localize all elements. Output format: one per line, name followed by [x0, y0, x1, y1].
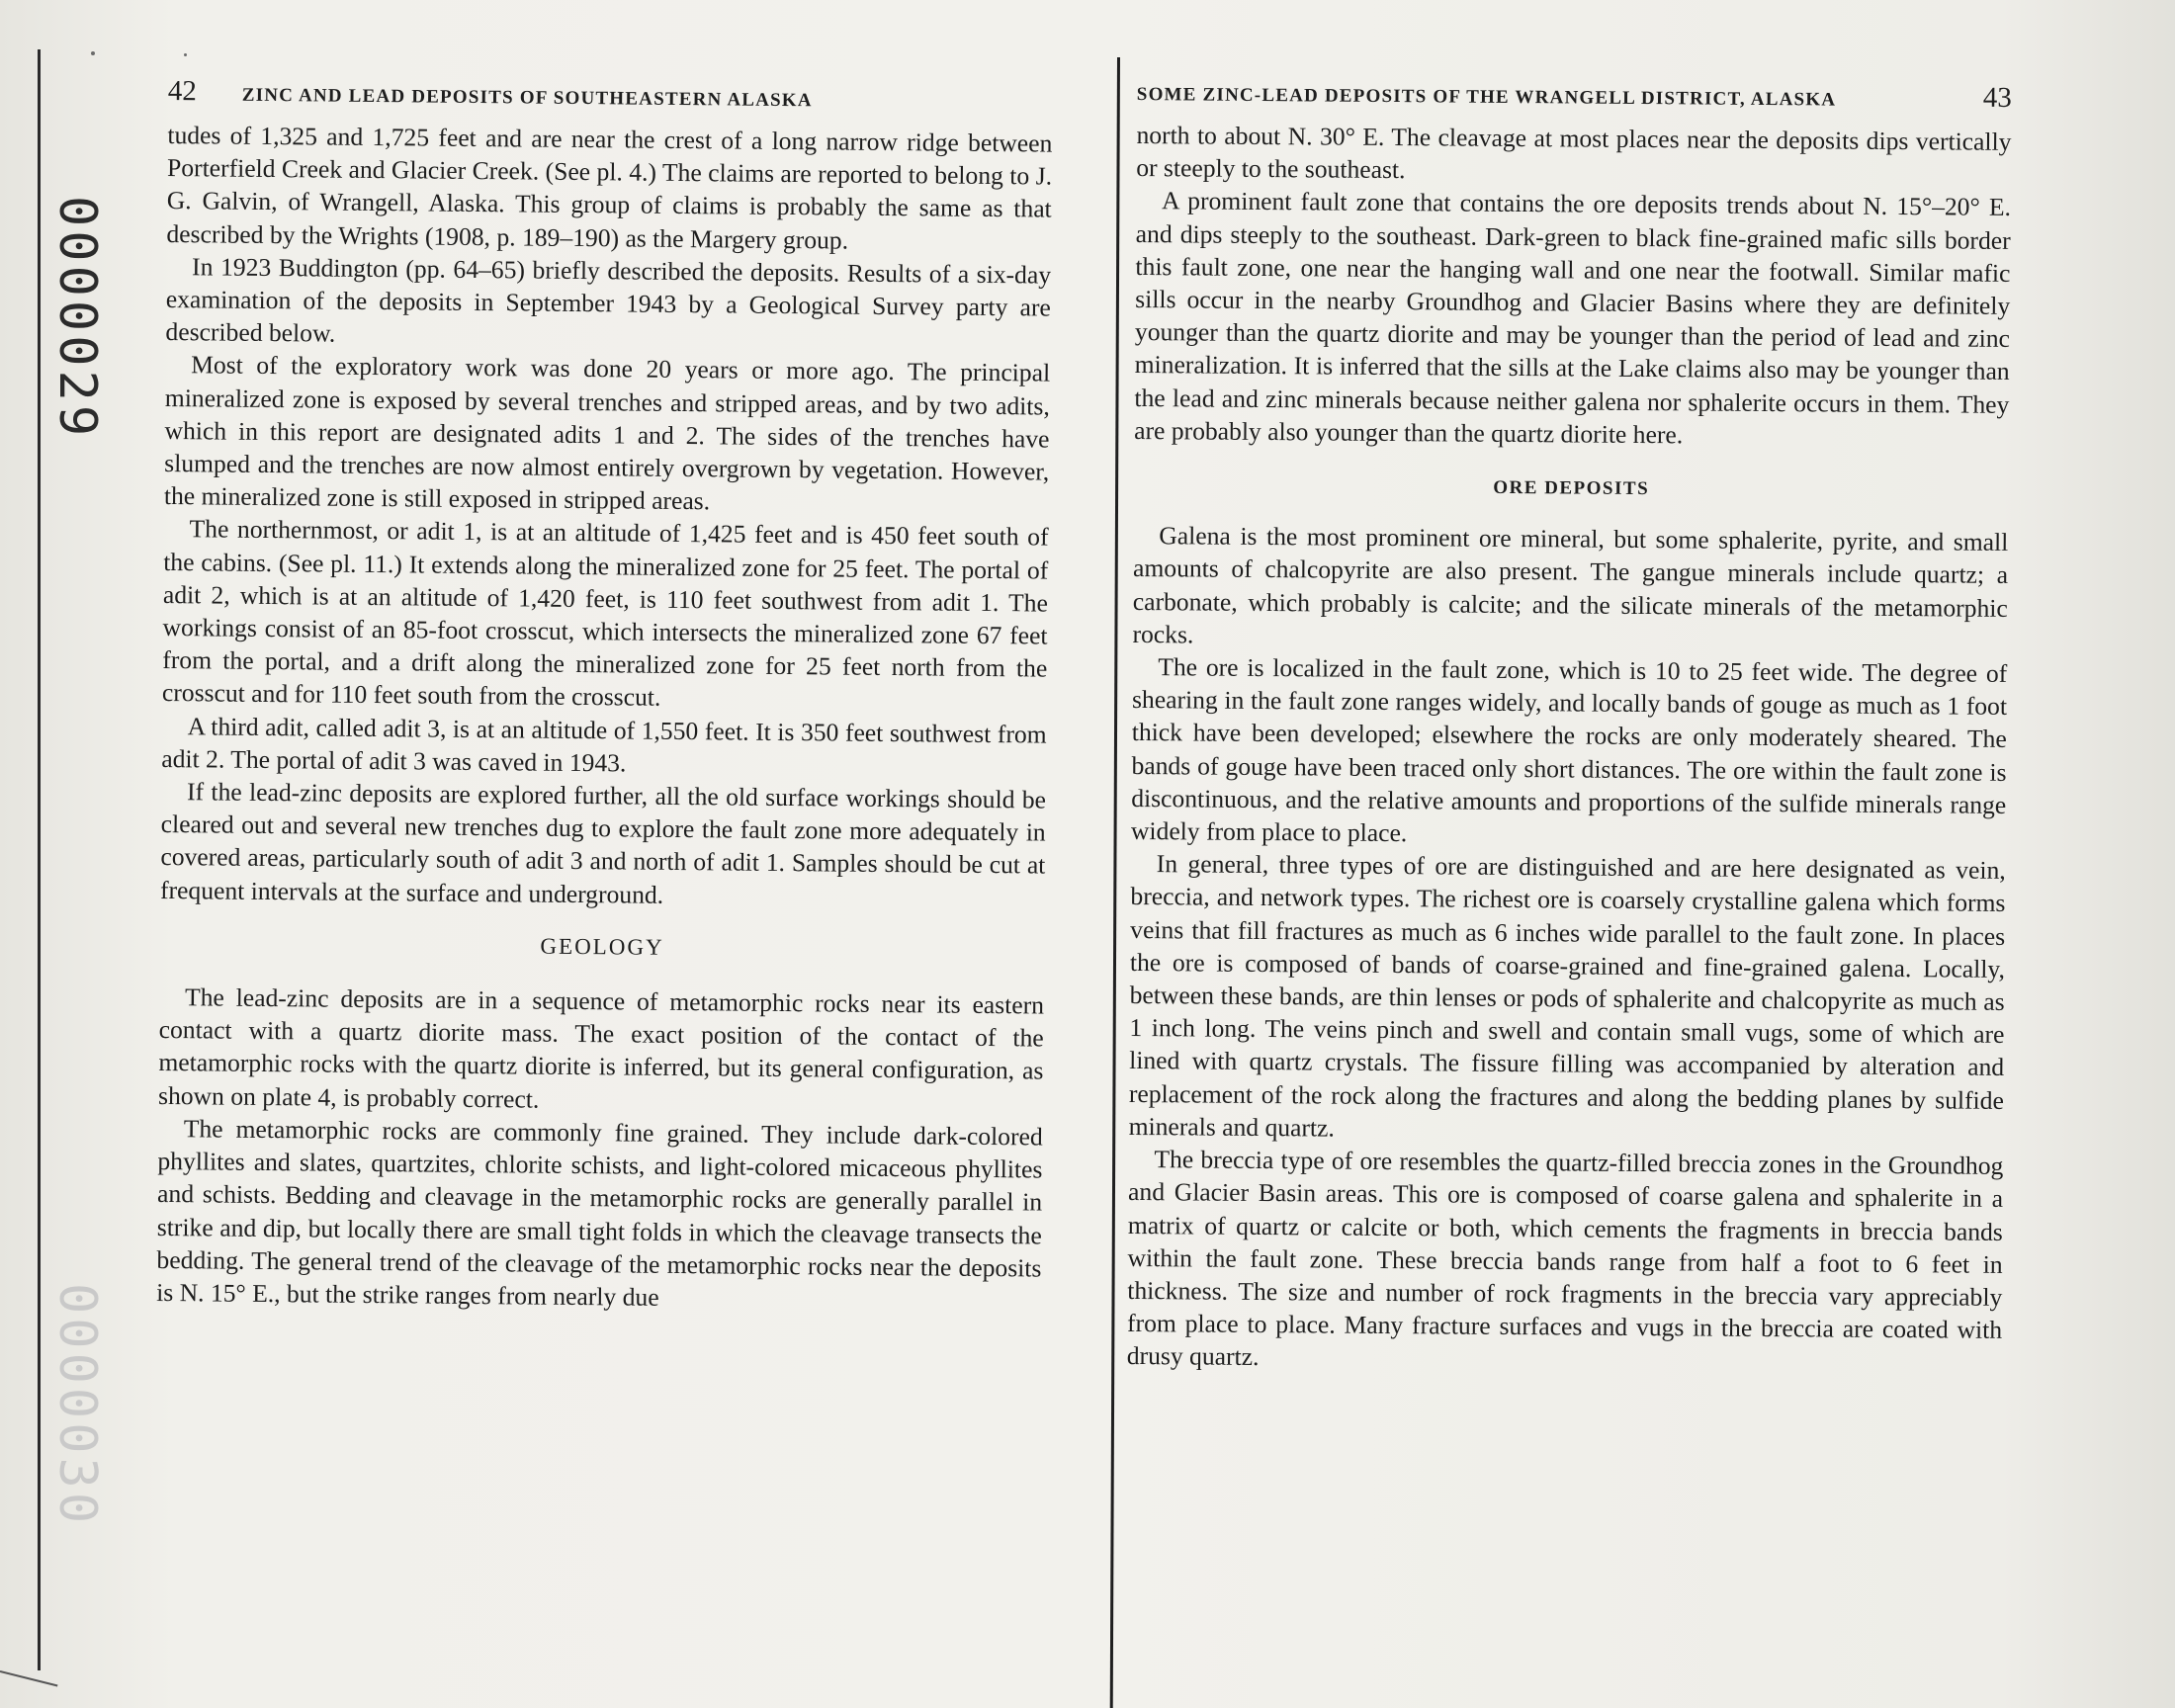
right-page-header	[1137, 75, 2012, 126]
section-heading: ORE DEPOSITS	[1493, 476, 1650, 500]
paragraph: If the lead-zinc deposits are explored further, all the old surface workings should be cleared out and several new trenches dug to explore the fault zone more adequately in covered areas, particularly south of adit 3 and north of adit 1. Samples should be cut at frequent intervals at the surface and underground.	[159, 777, 1047, 909]
paragraph: The metamorphic rocks are commonly fine grained. They include dark-colored phyllites and slates, quartzites, chlorite schists, and light-colored micaceous phyllites and schists. Bedding and cleavage in the metamorphic rocks are generally parallel in strike and dip, but locally there are small tight folds in which the cleavage transects the bedding. The general trend of the cleavage of the metamorphic rocks near the deposits is N. 15° E., but the strike ranges from nearly due	[156, 1114, 1043, 1312]
paragraph: A prominent fault zone that contains the ore deposits trends about N. 15°–20° E. and dips steeply to the southeast. Dark-green to black fine-grained mafic sills border this fault zone, one near the hanging wall and one near the footwall. Similar mafic sills occur in the nearby Groundhog and Glacier Basins where they are definitely younger than the quartz diorite and may be younger than the period of lead and zinc mineralization. It is inferred that the sills at the Lake claims also may be younger than the lead and zinc minerals because neither galena nor sphalerite occurs in them. They are probably also younger than the quartz diorite here.	[1134, 186, 2012, 450]
left-page	[156, 75, 1053, 1318]
paragraph: A third adit, called adit 3, is at an altitude of 1,550 feet. It is 350 feet southwest from adit 2. The portal of adit 3 was caved in 1943.	[161, 711, 1047, 778]
paragraph: In general, three types of ore are distinguished and are here designated as vein, breccia, and network types. The richest ore is coarsely crystalline galena which forms veins that fill fractures as much as 6 inches wide parallel to the fault zone. In places the ore is composed of bands of coarse-grained and fine-grained galena. Locally, between these bands, are thin lenses or pods of sphalerite and chalcopyrite as much as 1 inch long. The veins pinch and swell and contain small vugs, some of which are lined with quartz crystals. The fissure filling was accompanied by alteration and replacement of the rock along the fractures and along the bedding planes by sulfide minerals and quartz.	[1128, 849, 2006, 1143]
paragraph: north to about N. 30° E. The cleavage at most places near the deposits dips vertically or steeply to the southeast.	[1136, 120, 2012, 185]
paragraph: Most of the exploratory work was done 20 years or more ago. The principal mineralized zone is exposed by several trenches and stripped areas, and by two adits, which in this report are designated adits 1 and 2. The sides of the trenches have slumped and the trenches are now almost entirely overgrown by vegetation. However, the mineralized zone is still exposed in stripped areas.	[163, 350, 1051, 516]
paragraph: The breccia type of ore resembles the quartz-filled breccia zones in the Groundhog and Glacier Basin areas. This ore is composed of coarse galena and sphalerite in a matrix of quartz or calcite or both, which cements the fragments in breccia bands within the fault zone. These breccia bands range from half a foot to 6 feet in thickness. The size and number of rock fragments in the breccia vary appreciably from place to place. Many fracture surfaces and vugs in the breccia are coated with drusy quartz.	[1126, 1145, 2004, 1372]
right-page	[1127, 75, 2012, 1379]
dust-speck	[184, 53, 187, 56]
paragraph: tudes of 1,325 and 1,725 feet and are near the crest of a long narrow ridge between Porterfield Creek and Glacier Creek. (See pl. 4.) The claims are reported to belong to J. G. Galvin, of Wrangell, Alaska. This group of claims is probably the same as that described by the Wrights (1908, p. 189–190) as the Margery group.	[166, 120, 1053, 255]
section-heading: GEOLOGY	[540, 933, 664, 960]
left-page-edge	[38, 49, 41, 1670]
margin-stamp-number-faded: 0000030	[47, 1283, 107, 1528]
margin-stamp-number: 0000029	[47, 196, 107, 441]
paragraph: The northernmost, or adit 1, is at an altitude of 1,425 feet and is 450 feet south of the cabins. (See pl. 11.) It extends along the mineralized zone for 25 feet. The portal of adit 2, which is at an altitude of 1,420 feet, is 110 feet southwest from adit 1. The workings consist of an 85-foot crosscut, which intersects the mineralized zone 67 feet from the portal, and a drift along the mineralized zone for 25 feet north from the crosscut and for 110 feet south from the crosscut.	[161, 514, 1049, 713]
page-number: 43	[1982, 81, 2012, 114]
page-number: 42	[167, 75, 197, 108]
dust-speck	[91, 51, 95, 55]
running-head: ZINC AND LEAD DEPOSITS OF SOUTHEASTERN ALASKA	[241, 84, 813, 112]
running-head: SOME ZINC-LEAD DEPOSITS OF THE WRANGELL DISTRICT, ALASKA	[1136, 83, 1837, 111]
paragraph: The lead-zinc deposits are in a sequence of metamorphic rocks near its eastern contact with a quartz diorite mass. The exact position of the contact of the metamorphic rocks with the quartz diorite is inferred, but its general configuration, as shown on plate 4, is probably correct.	[157, 982, 1045, 1114]
paragraph: In 1923 Buddington (pp. 64–65) briefly described the deposits. Results of a six-day examination of the deposits in September 1943 by a Geological Survey party are described below.	[165, 252, 1052, 348]
paragraph: The ore is localized in the fault zone, which is 10 to 25 feet wide. The degree of shearing in the fault zone ranges widely, and locally bands of gouge as much as 1 foot thick have been developed; elsewhere the rocks are only moderately sheared. The bands of gouge have been traced only short distances. The ore within the fault zone is discontinuous, and the relative amounts and proportions of the sulfide minerals range widely from place to place.	[1130, 652, 2008, 848]
paragraph: Galena is the most prominent ore mineral, but some sphalerite, pyrite, and small amounts of chalcopyrite are also present. The gangue minerals include quartz; a carbonate, which probably is calcite; and the silicate minerals of the metamorphic rocks.	[1132, 521, 2009, 649]
